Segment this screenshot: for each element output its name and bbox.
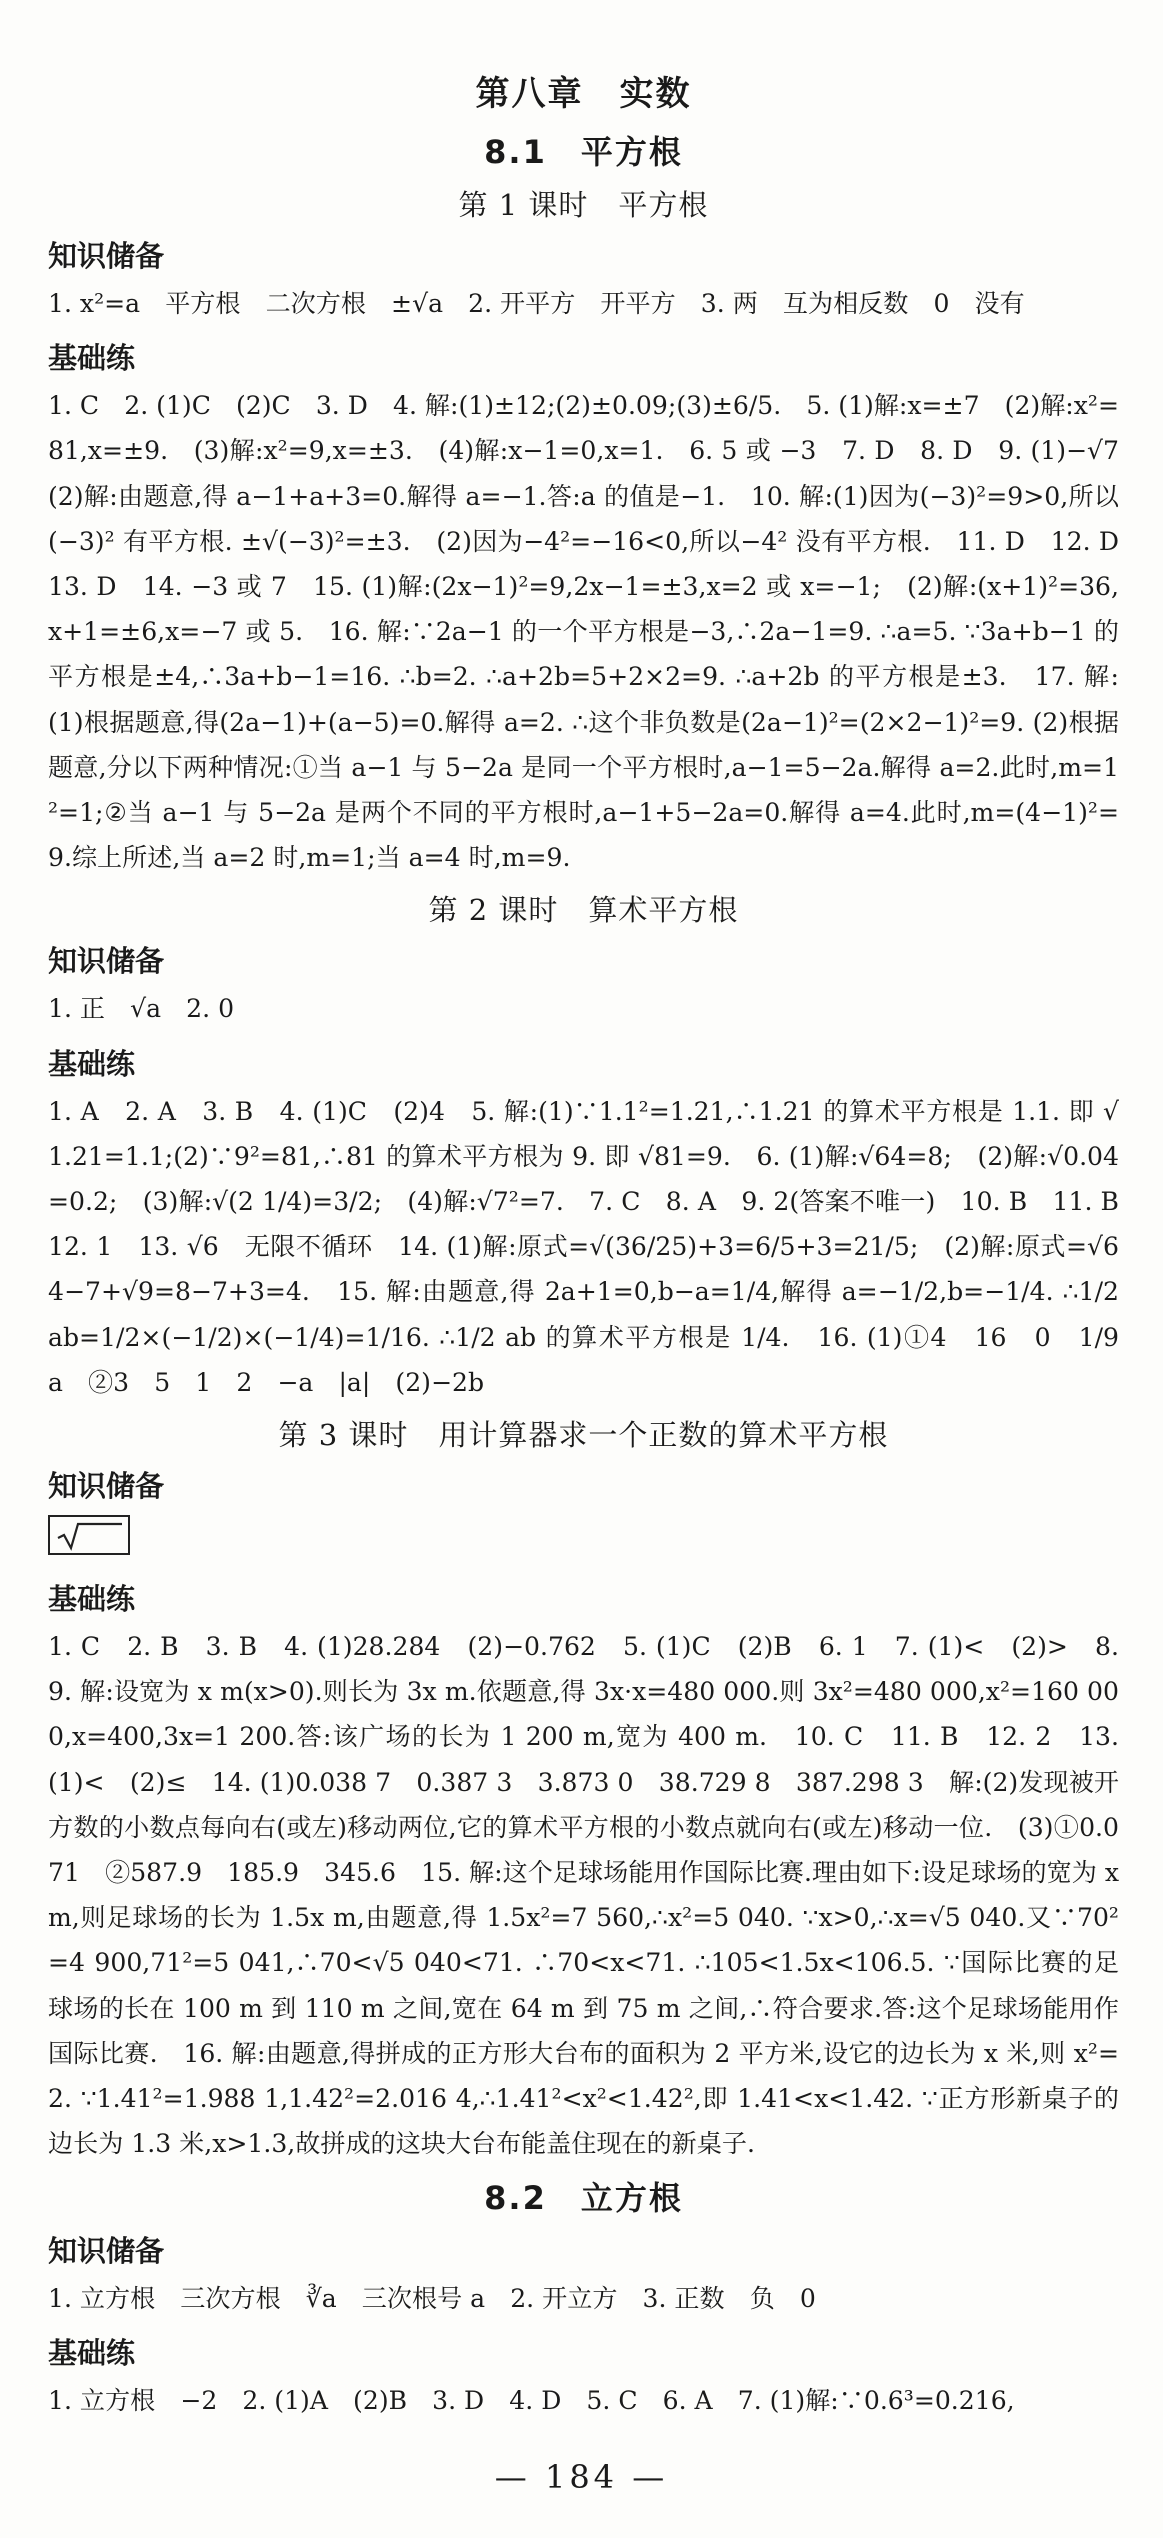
answer-text: 1. C 2. B 3. B 4. (1)28.284 (2)−0.762 5. (1)C (2)B 6. 1 7. (1)< (2)> 8. 9. 解:设宽为 x m(x>0).则长为 3x m.依题意,得 3x·x=480 000.则 3x²=480 000,x²=160 000,x=400,3x=1 200.答:该广场的长为 1 200 m,宽为 400 m. 10. C 11. B 12. 2 13. (1)< (2)≤ 14. (1)0.038 7 0.387 3 3.873 0 38.729 8 387.298 3 解:(2)发现被开方数的小数点每向右(或左)移动两位,它的算术平方根的小数点就向右(或左)移动一位. (3)①0.071 ②587.9 185.9 345.6 15. 解:这个足球场能用作国际比赛.理由如下:设足球场的宽为 x m,则足球场的长为 1.5x m,由题意,得 1.5x²=7 560,∴x²=5 040. ∵x>0,∴x=√5 040.又∵70²=4 900,71²=5 041,∴70<√5 040<71. ∴70<x<71. ∴105<1.5x<106.5. ∵国际比赛的足球场的长在 100 m 到 110 m 之间,宽在 64 m 到 75 m 之间,∴符合要求.答:这个足球场能用作国际比赛. 16. 解:由题意,得拼成的正方形大台布的面积为 2 平方米,设它的边长为 x 米,则 x²=2. ∵1.41²=1.988 1,1.42²=2.016 4,∴1.41²<x²<1.42²,即 1.41<x<1.42. ∵正方形新桌子的边长为 1.3 米,x>1.3,故拼成的这块大台布能盖住现在的新桌子. <box>48 1632 1127 2159</box>
block-label: 基础练 <box>48 1046 136 1081</box>
chapter-title: 第八章 实数 <box>475 74 692 114</box>
block-label: 基础练 <box>48 2335 136 2370</box>
section-title: 8.1 平方根 <box>484 133 683 171</box>
block-label: 基础练 <box>48 1582 136 1617</box>
block-label: 基础练 <box>48 341 136 376</box>
block-label: 知识储备 <box>48 944 165 979</box>
section-title: 8.2 立方根 <box>484 2178 683 2217</box>
block-label: 知识储备 <box>48 1469 165 1504</box>
block-label: 知识储备 <box>48 2233 165 2268</box>
lesson-title: 第 3 课时 用计算器求一个正数的算术平方根 <box>278 1418 889 1453</box>
answer-text: 1. x²=a 平方根 二次方根 ±√a 2. 开平方 开平方 3. 两 互为相反数 0 没有 <box>48 289 1025 318</box>
lesson-title: 第 2 课时 算术平方根 <box>428 893 739 928</box>
sqrt-key-icon <box>48 1515 130 1555</box>
block-label: 知识储备 <box>48 239 165 273</box>
answer-text: 1. 正 √a 2. 0 <box>48 994 235 1024</box>
answer-text: 1. C 2. (1)C (2)C 3. D 4. 解:(1)±12;(2)±0.09;(3)±6/5. 5. (1)解:x=±7 (2)解:x²=81,x=±9. (3)解:x²=9,x=±3. (4)解:x−1=0,x=1. 6. 5 或 −3 7. D 8. D 9. (1)−√7 (2)解:由题意,得 a−1+a+3=0.解得 a=−1.答:a 的值是−1. 10. 解:(1)因为(−3)²=9>0,所以(−3)² 有平方根. ±√(−3)²=±3. (2)因为−4²=−16<0,所以−4² 没有平方根. 11. D 12. D 13. D 14. −3 或 7 15. (1)解:(2x−1)²=9,2x−1=±3,x=2 或 x=−1; (2)解:(x+1)²=36,x+1=±6,x=−7 或 5. 16. 解:∵2a−1 的一个平方根是−3,∴2a−1=9. ∴a=5. ∵3a+b−1 的平方根是±4,∴3a+b−1=16. ∴b=2. ∴a+2b=5+2×2=9. ∴a+2b 的平方根是±3. 17. 解:(1)根据题意,得(2a−1)+(a−5)=0.解得 a=2. ∴这个非负数是(2a−1)²=(2×2−1)²=9. (2)根据题意,分以下两种情况:①当 a−1 与 5−2a 是同一个平方根时,a−1=5−2a.解得 a=2.此时,m=1²=1;②当 a−1 与 5−2a 是两个不同的平方根时,a−1+5−2a=0.解得 a=4.此时,m=(4−1)²=9.综上所述,当 a=2 时,m=1;当 a=4 时,m=9. <box>48 391 1145 873</box>
page-number: — 184 — <box>494 2458 669 2496</box>
answer-text: 1. A 2. A 3. B 4. (1)C (2)4 5. 解:(1)∵1.1²=1.21,∴1.21 的算术平方根是 1.1. 即 √1.21=1.1;(2)∵9²=81,∴81 的算术平方根为 9. 即 √81=9. 6. (1)解:√64=8; (2)解:√0.04=0.2; (3)解:√(2 1/4)=3/2; (4)解:√7²=7. 7. C 8. A 9. 2(答案不唯一) 10. B 11. B 12. 1 13. √6 无限不循环 14. (1)解:原式=√(36/25)+3=6/5+3=21/5; (2)解:原式=√64−7+√9=8−7+3=4. 15. 解:由题意,得 2a+1=0,b−a=1/4,解得 a=−1/2,b=−1/4. ∴1/2 ab=1/2×(−1/2)×(−1/4)=1/16. ∴1/2 ab 的算术平方根是 1/4. 16. (1)①4 16 0 1/9 a ②3 5 1 2 −a |a| (2)−2b <box>48 1096 1145 1397</box>
lesson-title: 第 1 课时 平方根 <box>458 188 709 222</box>
answer-text: 1. 立方根 三次方根 ∛a 三次根号 a 2. 开立方 3. 正数 负 0 <box>48 2283 816 2313</box>
answer-text: 1. 立方根 −2 2. (1)A (2)B 3. D 4. D 5. C 6. A 7. (1)解:∵0.6³=0.216, <box>48 2385 1015 2415</box>
